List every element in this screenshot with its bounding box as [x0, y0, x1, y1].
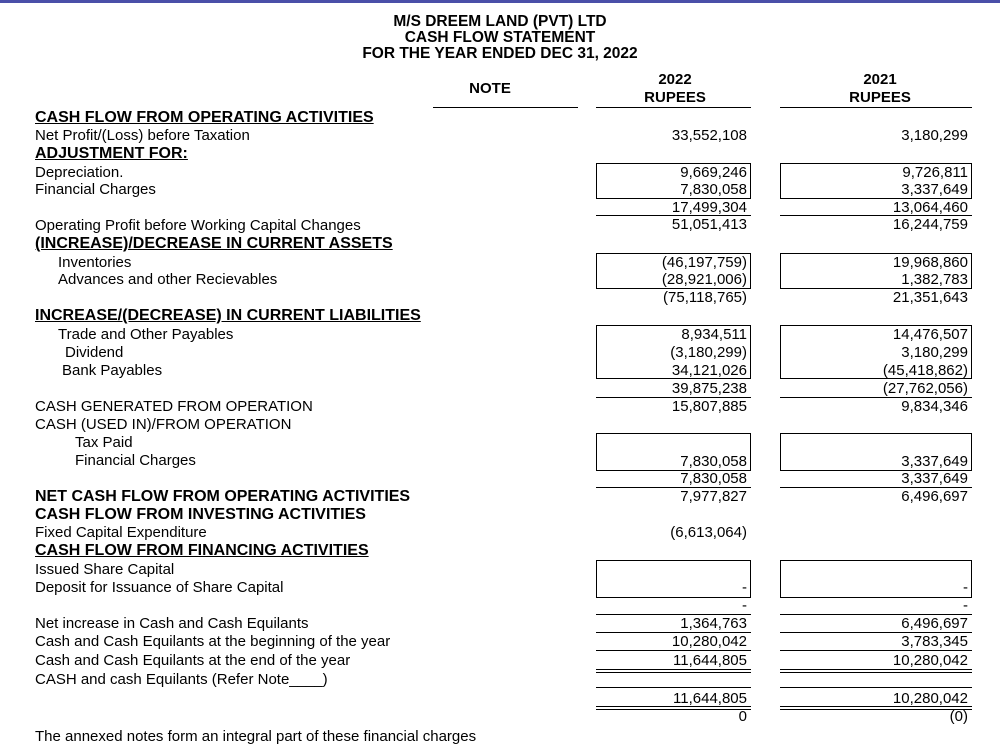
- section-investing: CASH FLOW FROM INVESTING ACTIVITIES: [35, 506, 366, 523]
- fin-charges-paid-2022: 7,830,058: [680, 453, 747, 470]
- inventories-2022: (46,197,759): [661, 254, 747, 271]
- footer-note: The annexed notes form an integral part of these financial charges: [35, 728, 477, 745]
- cash-begin-label: Cash and Cash Equilants at the beginning of the year: [35, 633, 391, 650]
- bank-payables-2021: (45,418,862): [882, 362, 968, 379]
- fixed-capex-label: Fixed Capital Expenditure: [35, 524, 207, 541]
- net-increase-2021: 6,496,697: [901, 615, 968, 632]
- tax-paid-label: Tax Paid: [75, 434, 133, 451]
- net-operating-2021: 6,496,697: [901, 488, 968, 505]
- cash-generated-2022: 15,807,885: [671, 398, 747, 415]
- financial-charges-label: Financial Charges: [35, 181, 156, 198]
- trade-payables-2021: 14,476,507: [892, 326, 968, 343]
- trade-payables-2022: 8,934,511: [681, 326, 747, 343]
- col-2022-year: 2022: [658, 71, 692, 88]
- difference-2022: 0: [738, 708, 747, 725]
- section-financing: CASH FLOW FROM FINANCING ACTIVITIES: [35, 542, 369, 559]
- section-operating: CASH FLOW FROM OPERATING ACTIVITIES: [35, 109, 374, 126]
- adjustment-subtotal-2021: 13,064,460: [892, 199, 968, 216]
- cash-end-label: Cash and Cash Equilants at the end of the year: [35, 652, 351, 669]
- deposit-share-2021: -: [963, 579, 968, 596]
- dividend-label: Dividend: [65, 344, 124, 361]
- dividend-2021: 3,180,299: [901, 344, 968, 361]
- col-2022-header-rule: [596, 107, 751, 108]
- net-operating-2022: 7,977,827: [680, 488, 747, 505]
- col-2021-header-rule: [780, 107, 972, 108]
- note-column-header: NOTE: [469, 80, 511, 97]
- cash-begin-rule-2021: [780, 650, 972, 651]
- refer-note-label: CASH and cash Equilants (Refer Note____): [35, 671, 328, 688]
- cash-begin-rule-2022: [596, 650, 751, 651]
- depreciation-2022: 9,669,246: [680, 164, 747, 181]
- cash-used-label: CASH (USED IN)/FROM OPERATION: [35, 416, 292, 433]
- col-2022-unit: RUPEES: [644, 89, 706, 106]
- top-border: [0, 0, 1000, 3]
- bank-payables-label: Bank Payables: [62, 362, 163, 379]
- cash-begin-2022: 10,280,042: [671, 633, 747, 650]
- financing-subtotal-2022: -: [742, 597, 747, 614]
- depreciation-label: Depreciation.: [35, 164, 124, 181]
- cash-generated-label: CASH GENERATED FROM OPERATION: [35, 398, 313, 415]
- assets-subtotal-2022: (75,118,765): [663, 289, 747, 306]
- inventories-2021: 19,968,860: [892, 254, 968, 271]
- adjustment-subtotal-2022: 17,499,304: [671, 199, 747, 216]
- advances-label: Advances and other Recievables: [58, 271, 278, 288]
- financial-charges-2022: 7,830,058: [680, 181, 747, 198]
- trade-payables-label: Trade and Other Payables: [58, 326, 234, 343]
- assets-subtotal-2021: 21,351,643: [892, 289, 968, 306]
- cash-end-double-rule-2022: [596, 669, 751, 673]
- section-adjustment: ADJUSTMENT FOR:: [35, 145, 188, 162]
- cash-generated-2021: 9,834,346: [901, 398, 968, 415]
- fin-charges-paid-2021: 3,337,649: [901, 453, 968, 470]
- net-increase-2022: 1,364,763: [680, 615, 747, 632]
- net-operating-label: NET CASH FLOW FROM OPERATING ACTIVITIES: [35, 488, 411, 505]
- op-profit-wc-2021: 16,244,759: [892, 216, 968, 233]
- op-profit-wc-label: Operating Profit before Working Capital Changes: [35, 217, 361, 234]
- col-2021-year: 2021: [863, 71, 897, 88]
- inventories-label: Inventories: [58, 254, 132, 271]
- cash-end-2021: 10,280,042: [892, 652, 968, 669]
- final-total-2021: 10,280,042: [892, 690, 968, 707]
- liabilities-subtotal-2022: 39,875,238: [671, 380, 747, 397]
- note-header-rule: [433, 107, 578, 108]
- issued-share-label: Issued Share Capital: [35, 561, 175, 578]
- advances-2021: 1,382,783: [901, 271, 968, 288]
- company-name: M/S DREEM LAND (PVT) LTD: [393, 13, 607, 30]
- net-profit-2021: 3,180,299: [901, 127, 968, 144]
- cash-begin-2021: 3,783,345: [901, 633, 968, 650]
- net-increase-label: Net increase in Cash and Cash Equilants: [35, 615, 309, 632]
- deposit-share-2022: -: [742, 579, 747, 596]
- depreciation-2021: 9,726,811: [902, 164, 968, 181]
- paid-subtotal-2021: 3,337,649: [901, 470, 968, 487]
- section-current-liabilities: INCREASE/(DECREASE) IN CURRENT LIABILITIES: [35, 307, 421, 324]
- refer-note-rule-2022: [596, 687, 751, 688]
- deposit-share-label: Deposit for Issuance of Share Capital: [35, 579, 284, 596]
- op-profit-wc-2022: 51,051,413: [671, 216, 747, 233]
- liabilities-subtotal-2021: (27,762,056): [882, 380, 968, 397]
- dividend-2022: (3,180,299): [670, 344, 747, 361]
- paid-subtotal-2022: 7,830,058: [680, 470, 747, 487]
- final-total-2022: 11,644,805: [673, 690, 747, 707]
- net-profit-label: Net Profit/(Loss) before Taxation: [35, 127, 250, 144]
- advances-2022: (28,921,006): [661, 271, 747, 288]
- fin-charges-paid-label: Financial Charges: [75, 452, 196, 469]
- statement-title: CASH FLOW STATEMENT: [404, 29, 596, 46]
- bank-payables-2022: 34,121,026: [671, 362, 747, 379]
- section-current-assets: (INCREASE)/DECREASE IN CURRENT ASSETS: [35, 235, 393, 252]
- col-2021-unit: RUPEES: [849, 89, 911, 106]
- cash-end-double-rule-2021: [780, 669, 972, 673]
- financing-subtotal-2021: -: [963, 597, 968, 614]
- refer-note-rule-2021: [780, 687, 972, 688]
- cash-end-2022: 11,644,805: [673, 652, 747, 669]
- financial-charges-2021: 3,337,649: [901, 181, 968, 198]
- statement-period: FOR THE YEAR ENDED DEC 31, 2022: [362, 45, 638, 62]
- fixed-capex-2022: (6,613,064): [670, 524, 747, 541]
- difference-2021: (0): [949, 708, 968, 725]
- net-profit-2022: 33,552,108: [671, 127, 747, 144]
